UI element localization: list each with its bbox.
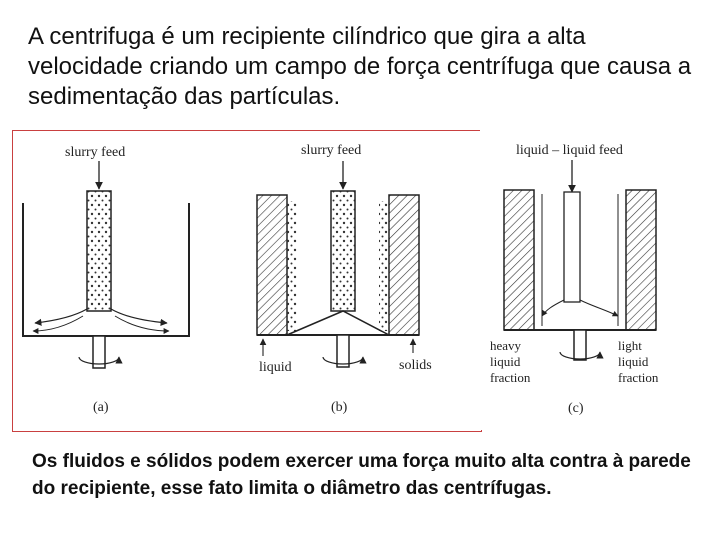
- diagram-c-right-label-2: liquid: [618, 354, 649, 369]
- diagram-b-right-label: solids: [399, 358, 432, 373]
- diagram-a-caption: (a): [93, 400, 109, 415]
- diagram-c-left-label-2: liquid: [490, 354, 521, 369]
- feed-tube-c: [564, 192, 580, 302]
- wall-b-left: [257, 195, 287, 335]
- centrifuge-diagram-c: [480, 130, 705, 430]
- feed-tube-b: [331, 191, 355, 311]
- diagram-c-right-label-1: light: [618, 338, 642, 353]
- diagram-c-left-label-1: heavy: [490, 338, 522, 353]
- shaft-b: [337, 335, 349, 367]
- footer-note: Os fluidos e sólidos podem exercer uma força muito alta contra à parede do recipiente, esse fato limita o diâmetro das centrífugas.: [32, 451, 691, 499]
- solids-layer-left: [287, 201, 297, 331]
- diagram-c-right-label-3: fraction: [618, 370, 659, 385]
- diagram-b-feed-label: slurry feed: [301, 143, 362, 158]
- diagram-a: [23, 145, 189, 415]
- flow-arrow-a-right: [111, 309, 167, 323]
- diagram-b-left-label: liquid: [259, 360, 292, 375]
- diagram-a-feed-label: slurry feed: [65, 145, 126, 160]
- shaft-c: [574, 330, 586, 360]
- flow-arrow-a-left2: [33, 316, 83, 331]
- feed-tube-a: [87, 191, 111, 311]
- diagram-frame-ab: [12, 130, 482, 432]
- page-title: A centrifuga é um recipiente cilíndrico que gira a alta velocidade criando um campo de força centrífuga que causa a sedimentação das partículas.: [28, 23, 692, 110]
- diagram-b: [257, 143, 432, 415]
- diagram-b-caption: (b): [331, 400, 348, 415]
- wall-c-right: [626, 190, 656, 330]
- flow-arrow-c-right: [580, 300, 618, 316]
- wall-c-left: [504, 190, 534, 330]
- flow-arrow-a-right2: [115, 316, 169, 331]
- flow-arrow-a-left: [35, 309, 87, 323]
- diagram-c-left-label-3: fraction: [490, 370, 531, 385]
- diagram-frame-c: [480, 130, 705, 430]
- solids-layer-right: [379, 201, 389, 331]
- diagram-c-caption: (c): [568, 401, 584, 416]
- centrifuge-diagram-ab: [13, 131, 481, 431]
- wall-b-right: [389, 195, 419, 335]
- shaft-a: [93, 336, 105, 368]
- bowl-b-bottom: [287, 311, 389, 335]
- flow-arrow-c-left: [542, 300, 564, 316]
- diagram-c-feed-label: liquid – liquid feed: [516, 143, 623, 158]
